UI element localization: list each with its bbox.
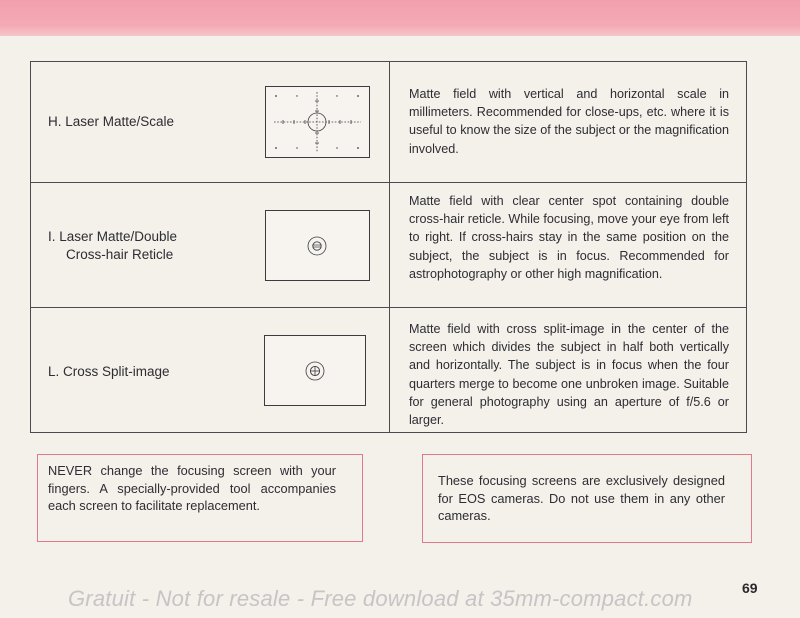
warning-note: NEVER change the focusing screen with your fingers. A specially-provided tool accompanies each screen to facilitate replacement. xyxy=(37,454,363,542)
focusing-screen-table xyxy=(30,61,747,433)
screen-name xyxy=(48,228,177,264)
table-row-double-crosshair xyxy=(31,183,746,308)
screen-name: L. Cross Split-image xyxy=(48,364,170,379)
screen-description: Matte field with vertical and horizontal scale in millimeters. Recommended for close-ups, etc. where it is useful to know the size of the subject or the magnification involved. xyxy=(409,87,729,156)
screen-name: H. Laser Matte/Scale xyxy=(48,114,175,129)
compatibility-note: These focusing screens are exclusively designed for EOS cameras. Do not use them in any other cameras. xyxy=(422,454,752,543)
table-row-laser-matte-scale xyxy=(31,62,746,183)
page-number: 69 xyxy=(742,580,758,596)
header-band xyxy=(0,0,800,36)
screen-description: Matte field with cross split-image in the center of the screen which divides the subject in half both vertically and horizontally. The subject is in focus when the four quarters merge to become one unbroken image. Suitable for general photography using an aperture of f/5.6 or larger. xyxy=(409,322,729,428)
screen-name-line2: Cross-hair Reticle xyxy=(66,247,174,262)
screen-name-line1: I. Laser Matte/Double xyxy=(48,229,178,244)
double-crosshair-reticle-icon xyxy=(265,210,370,281)
scale-reticle-icon xyxy=(265,86,370,158)
table-row-cross-split-image xyxy=(31,308,746,434)
cross-split-image-icon xyxy=(264,335,366,406)
screen-description: Matte field with clear center spot containing double cross-hair reticle. While focusing, move your eye from left to right. If cross-hairs stay in the same position on the subject, the subject is in focus. Recommended for astrophotography or other high magnification. xyxy=(409,194,729,281)
watermark-text: Gratuit - Not for resale - Free download at 35mm-compact.com xyxy=(68,586,693,611)
